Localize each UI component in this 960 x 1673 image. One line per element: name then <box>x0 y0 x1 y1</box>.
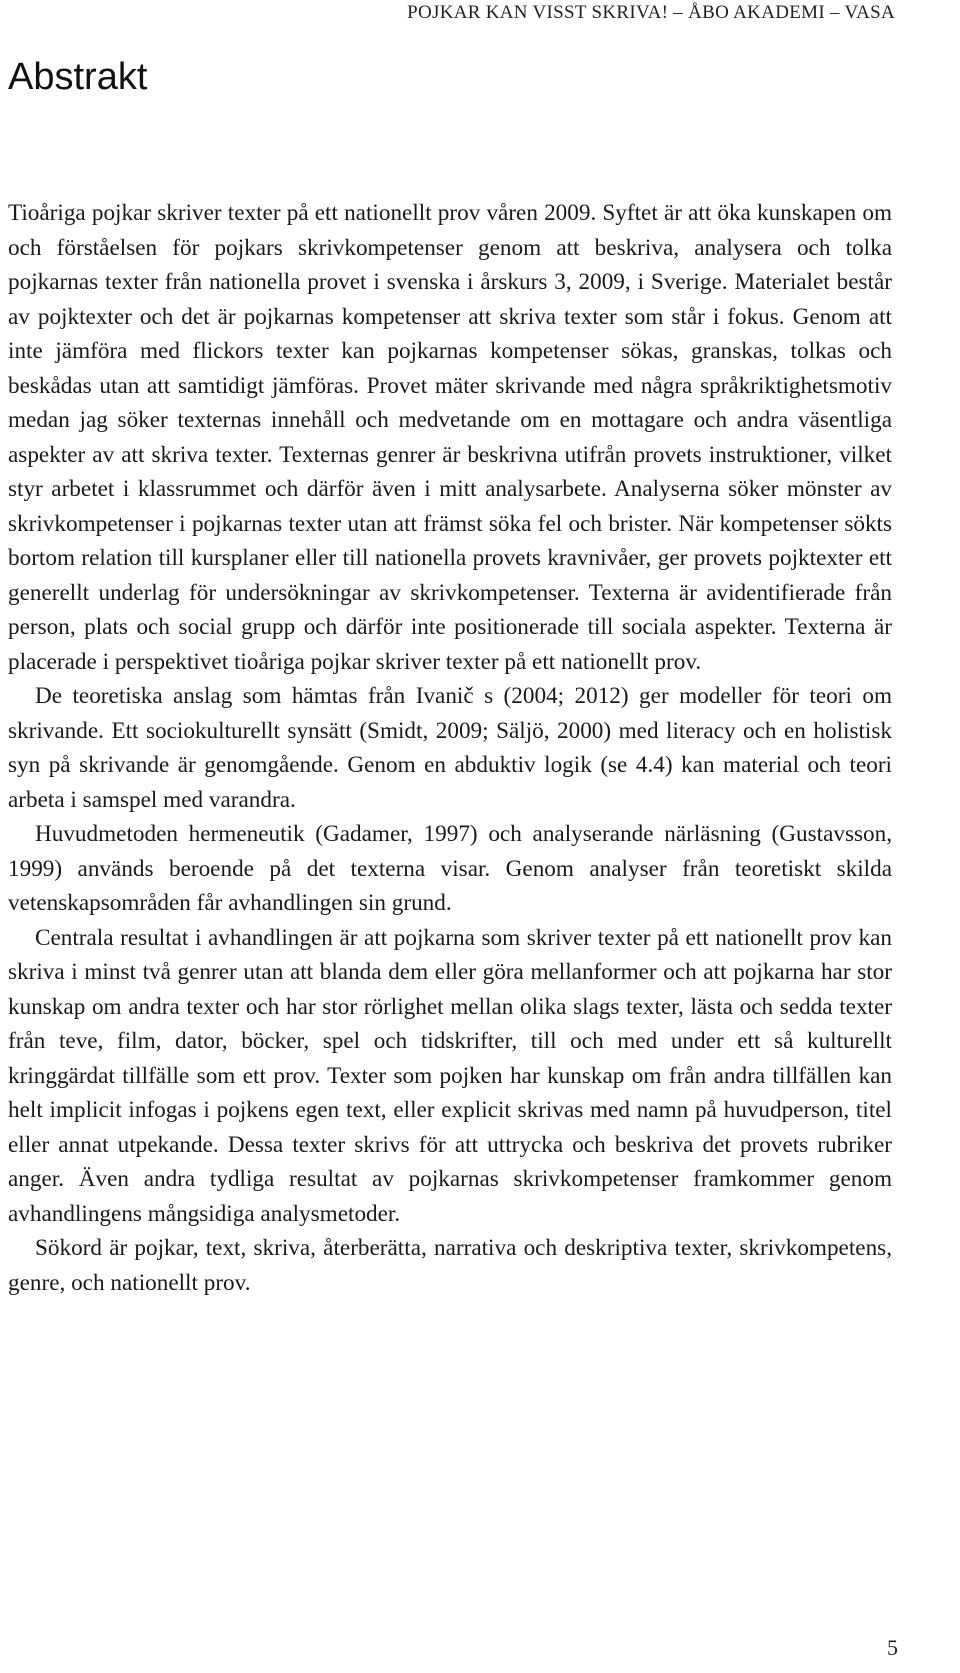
abstract-body <box>8 196 892 1300</box>
paragraph: Huvudmetoden hermeneutik (Gadamer, 1997) och analyserande närläsning (Gustavsson, 1999) används beroende på det texterna visar. Genom analyser från teoretiskt skilda vetenskapsområden får avhandlingen sin grund. <box>8 821 892 916</box>
running-header: POJKAR KAN VISST SKRIVA! – ÅBO AKADEMI – VASA <box>407 2 895 23</box>
paragraph: Centrala resultat i avhandlingen är att pojkarna som skriver texter på ett nationellt prov kan skriva i minst två genrer utan att blanda dem eller göra mellanformer och att pojkarna har stor kunskap om andra texter och har stor rörlighet mellan olika slags texter, lästa och sedda texter från teve, film, dator, böcker, spel och tidskrifter, till och med under ett så kulturellt kringgärdat tillfälle som ett prov. Texter som pojken har kunskap om från andra tillfällen kan helt implicit infogas i pojkens egen text, eller explicit skrivas med namn på huvudperson, titel eller annat utpekande. Dessa texter skrivs för att uttrycka och beskriva det provets rubriker anger. Även andra tydliga resultat av pojkarnas skrivkompetenser framkommer genom avhandlingens mångsidiga analysmetoder. <box>8 924 892 1227</box>
page-number: 5 <box>887 1635 898 1660</box>
keywords-paragraph: Sökord är pojkar, text, skriva, återberätta, narrativa och deskriptiva texter, skrivkompetens, genre, och nationellt prov. <box>8 1235 892 1296</box>
paragraph: De teoretiska anslag som hämtas från Ivanič s (2004; 2012) ger modeller för teori om skrivande. Ett sociokulturellt synsätt (Smidt, 2009; Säljö, 2000) med literacy och en holistisk syn på skrivande är genomgående. Genom en abduktiv logik (se 4.4) kan material och teori arbeta i samspel med varandra. <box>8 683 892 813</box>
paragraph: Tioåriga pojkar skriver texter på ett nationellt prov våren 2009. Syftet är att öka kunskapen om och förståelsen för pojkars skrivkompetenser genom att beskriva, analysera och tolka pojkarnas texter från nationella provet i svenska i årskurs 3, 2009, i Sverige. Materialet består av pojktexter och det är pojkarnas kompetenser att skriva texter som står i fokus. Genom att inte jämföra med flickors texter kan pojkarnas kompetenser sökas, granskas, tolkas och beskådas utan att samtidigt jämföras. Provet mäter skrivande med några språkriktighetsmotiv medan jag söker texternas innehåll och medvetande om en mottagare och andra väsentliga aspekter av att skriva texter. Texternas genrer är beskrivna utifrån provets instruktioner, vilket styr arbetet i klassrummet och därför även i mitt analysarbete. Analyserna söker mönster av skrivkompetenser i pojkarnas texter utan att främst söka fel och brister. När kompetenser sökts bortom relation till kursplaner eller till nationella provets kravnivåer, ger provets pojktexter ett generellt underlag för undersökningar av skrivkompetenser. Texterna är avidentifierade från person, plats och social grupp och därför inte positionerade till sociala aspekter. Texterna är placerade i perspektivet tioåriga pojkar skriver texter på ett nationellt prov. <box>8 200 892 675</box>
section-title: Abstrakt <box>8 56 148 98</box>
